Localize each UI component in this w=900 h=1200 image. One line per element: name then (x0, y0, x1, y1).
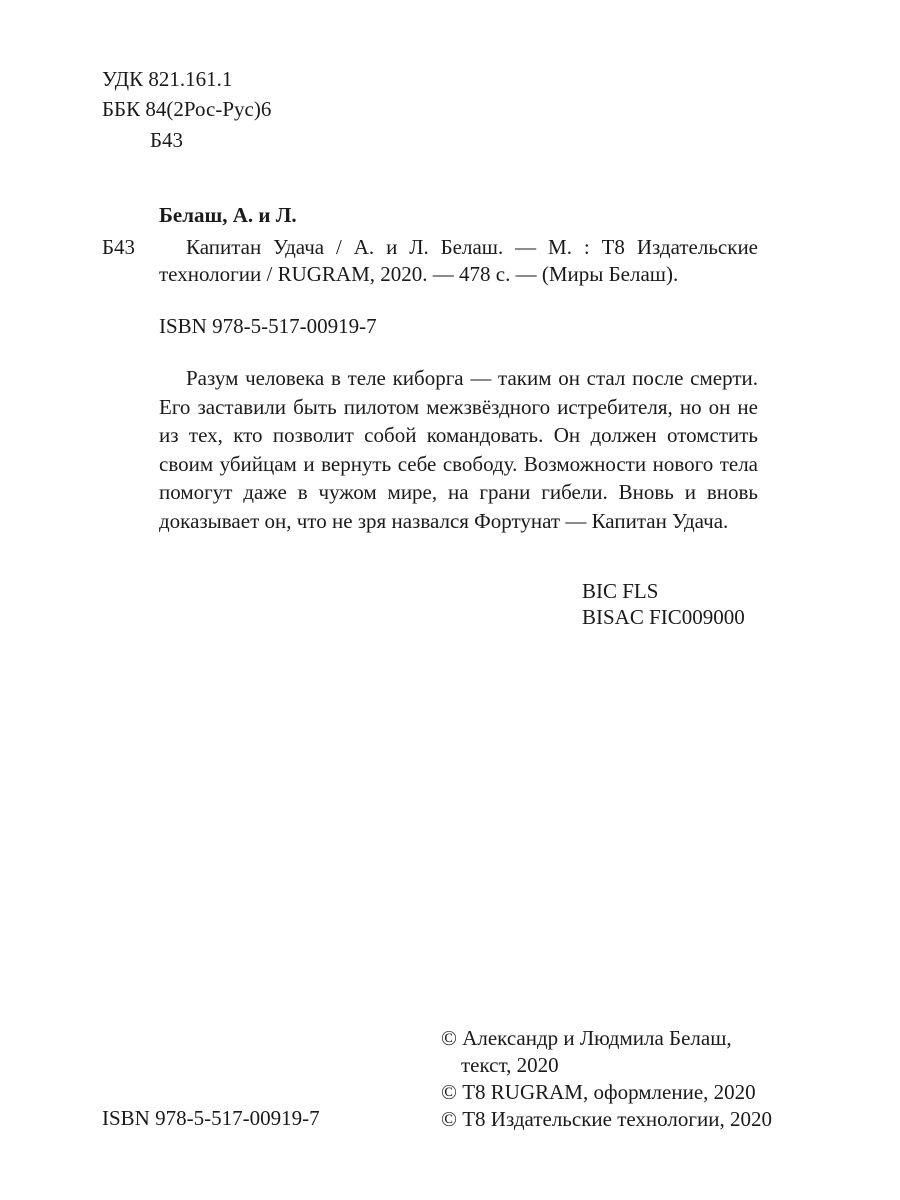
annotation-text: Разум человека в теле киборга — таким он стал после смерти. Его заставили быть пилотом межзвёздного истребителя, но он не из тех, кто позволит собой командовать. Он должен отомстить своим убийцам и вернуть себе свободу. Возможности нового тела помогут даже в чужом мире, на грани гибели. Вновь и вновь доказывает он, что не зря назвался Фортунат — Капитан Удача. (159, 366, 758, 533)
copyright-authors: © Александр и Людмила Белаш, (441, 1026, 732, 1050)
isbn-number: ISBN 978-5-517-00919-7 (159, 314, 377, 338)
bibliographic-description-line-2: технологии / RUGRAM, 2020. — 478 с. — (Миры Белаш). (159, 262, 679, 286)
author-heading: Белаш, А. и Л. (159, 203, 297, 227)
author-cipher: Б43 (150, 128, 184, 152)
footer-isbn: ISBN 978-5-517-00919-7 (102, 1106, 320, 1130)
bisac-code: BISAC FIC009000 (582, 605, 745, 629)
bic-code: BIC FLS (582, 579, 659, 603)
copyright-publisher: © Т8 Издательские технологии, 2020 (441, 1107, 772, 1131)
copyright-block (441, 1025, 772, 1133)
copyright-authors-cont: текст, 2020 (461, 1053, 559, 1077)
bibliographic-description-line-1: Капитан Удача / А. и Л. Белаш. — М. : Т8 Издательские (186, 235, 758, 259)
bbk-code: ББК 84(2Рос-Рус)6 (102, 97, 272, 121)
udk-code: УДК 821.161.1 (102, 67, 233, 91)
copyright-design: © Т8 RUGRAM, оформление, 2020 (441, 1080, 756, 1104)
annotation (159, 364, 758, 535)
author-cipher-side: Б43 (102, 235, 136, 259)
